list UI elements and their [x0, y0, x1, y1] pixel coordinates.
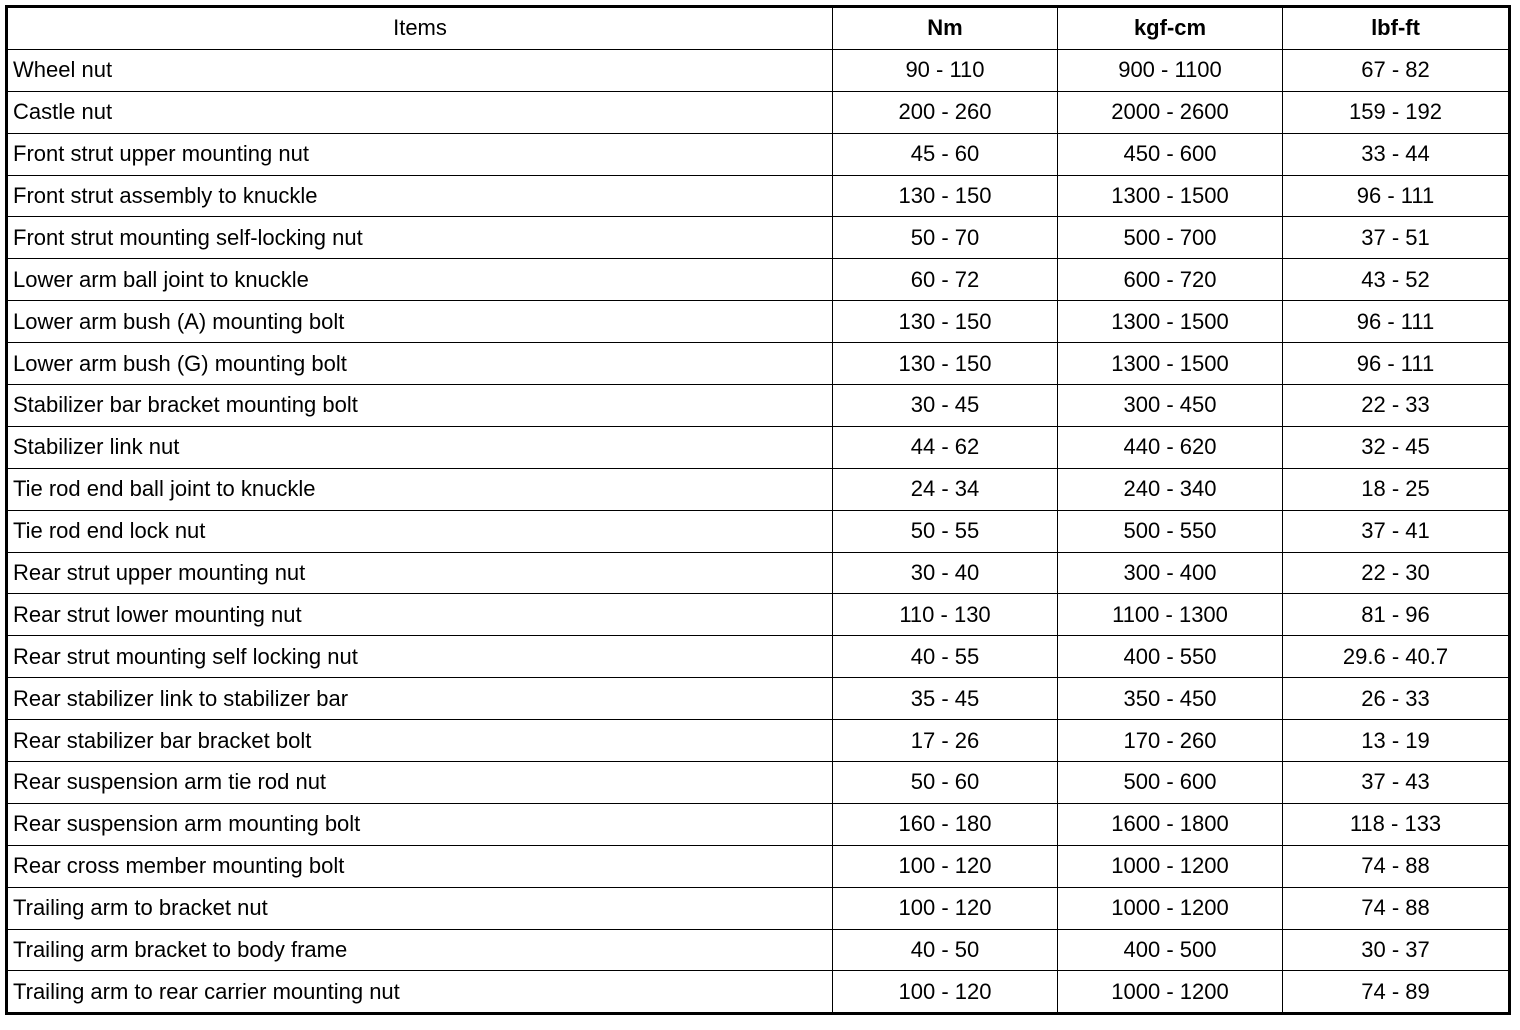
kgf-cm-value-cell: 500 - 700	[1058, 217, 1283, 259]
table-row	[7, 971, 1510, 1014]
lbf-ft-value-cell: 96 - 111	[1283, 343, 1510, 385]
header-nm: Nm	[833, 7, 1058, 50]
item-cell: Front strut assembly to knuckle	[7, 175, 833, 217]
nm-value-cell: 60 - 72	[833, 259, 1058, 301]
item-cell: Rear strut lower mounting nut	[7, 594, 833, 636]
nm-value-cell: 130 - 150	[833, 301, 1058, 343]
kgf-cm-value-cell: 500 - 600	[1058, 762, 1283, 804]
lbf-ft-value-cell: 18 - 25	[1283, 468, 1510, 510]
nm-value-cell: 130 - 150	[833, 175, 1058, 217]
lbf-ft-value-cell: 30 - 37	[1283, 929, 1510, 971]
item-cell: Trailing arm bracket to body frame	[7, 929, 833, 971]
lbf-ft-value-cell: 32 - 45	[1283, 426, 1510, 468]
table-row	[7, 845, 1510, 887]
kgf-cm-value-cell: 1000 - 1200	[1058, 887, 1283, 929]
item-cell: Rear suspension arm tie rod nut	[7, 762, 833, 804]
lbf-ft-value-cell: 29.6 - 40.7	[1283, 636, 1510, 678]
table-row	[7, 468, 1510, 510]
kgf-cm-value-cell: 1300 - 1500	[1058, 301, 1283, 343]
lbf-ft-value-cell: 33 - 44	[1283, 133, 1510, 175]
kgf-cm-value-cell: 240 - 340	[1058, 468, 1283, 510]
nm-value-cell: 50 - 70	[833, 217, 1058, 259]
item-cell: Lower arm bush (G) mounting bolt	[7, 343, 833, 385]
lbf-ft-value-cell: 74 - 89	[1283, 971, 1510, 1014]
kgf-cm-value-cell: 440 - 620	[1058, 426, 1283, 468]
nm-value-cell: 50 - 60	[833, 762, 1058, 804]
lbf-ft-value-cell: 96 - 111	[1283, 175, 1510, 217]
table-row	[7, 343, 1510, 385]
torque-spec-table	[5, 5, 1511, 1015]
nm-value-cell: 40 - 50	[833, 929, 1058, 971]
kgf-cm-value-cell: 1300 - 1500	[1058, 175, 1283, 217]
kgf-cm-value-cell: 400 - 500	[1058, 929, 1283, 971]
nm-value-cell: 50 - 55	[833, 510, 1058, 552]
item-cell: Rear suspension arm mounting bolt	[7, 803, 833, 845]
lbf-ft-value-cell: 37 - 41	[1283, 510, 1510, 552]
nm-value-cell: 130 - 150	[833, 343, 1058, 385]
table-row	[7, 887, 1510, 929]
lbf-ft-value-cell: 81 - 96	[1283, 594, 1510, 636]
kgf-cm-value-cell: 600 - 720	[1058, 259, 1283, 301]
lbf-ft-value-cell: 67 - 82	[1283, 49, 1510, 91]
header-items: Items	[7, 7, 833, 50]
table-row	[7, 133, 1510, 175]
table-row	[7, 49, 1510, 91]
table-row	[7, 510, 1510, 552]
kgf-cm-value-cell: 900 - 1100	[1058, 49, 1283, 91]
nm-value-cell: 30 - 45	[833, 385, 1058, 427]
table-row	[7, 301, 1510, 343]
nm-value-cell: 100 - 120	[833, 887, 1058, 929]
item-cell: Tie rod end lock nut	[7, 510, 833, 552]
item-cell: Front strut upper mounting nut	[7, 133, 833, 175]
item-cell: Front strut mounting self-locking nut	[7, 217, 833, 259]
kgf-cm-value-cell: 1000 - 1200	[1058, 971, 1283, 1014]
nm-value-cell: 110 - 130	[833, 594, 1058, 636]
table-row	[7, 762, 1510, 804]
lbf-ft-value-cell: 96 - 111	[1283, 301, 1510, 343]
nm-value-cell: 90 - 110	[833, 49, 1058, 91]
header-row	[7, 7, 1510, 50]
kgf-cm-value-cell: 1100 - 1300	[1058, 594, 1283, 636]
lbf-ft-value-cell: 26 - 33	[1283, 678, 1510, 720]
table-row	[7, 175, 1510, 217]
table-row	[7, 259, 1510, 301]
table-row	[7, 636, 1510, 678]
lbf-ft-value-cell: 74 - 88	[1283, 887, 1510, 929]
kgf-cm-value-cell: 500 - 550	[1058, 510, 1283, 552]
kgf-cm-value-cell: 1000 - 1200	[1058, 845, 1283, 887]
kgf-cm-value-cell: 450 - 600	[1058, 133, 1283, 175]
nm-value-cell: 35 - 45	[833, 678, 1058, 720]
item-cell: Rear stabilizer link to stabilizer bar	[7, 678, 833, 720]
lbf-ft-value-cell: 118 - 133	[1283, 803, 1510, 845]
item-cell: Rear strut upper mounting nut	[7, 552, 833, 594]
item-cell: Tie rod end ball joint to knuckle	[7, 468, 833, 510]
table-row	[7, 385, 1510, 427]
nm-value-cell: 200 - 260	[833, 91, 1058, 133]
table-row	[7, 803, 1510, 845]
kgf-cm-value-cell: 170 - 260	[1058, 720, 1283, 762]
lbf-ft-value-cell: 159 - 192	[1283, 91, 1510, 133]
kgf-cm-value-cell: 1300 - 1500	[1058, 343, 1283, 385]
nm-value-cell: 44 - 62	[833, 426, 1058, 468]
item-cell: Stabilizer link nut	[7, 426, 833, 468]
nm-value-cell: 40 - 55	[833, 636, 1058, 678]
kgf-cm-value-cell: 2000 - 2600	[1058, 91, 1283, 133]
lbf-ft-value-cell: 13 - 19	[1283, 720, 1510, 762]
item-cell: Rear cross member mounting bolt	[7, 845, 833, 887]
lbf-ft-value-cell: 37 - 43	[1283, 762, 1510, 804]
header-lbf-ft: lbf-ft	[1283, 7, 1510, 50]
item-cell: Lower arm ball joint to knuckle	[7, 259, 833, 301]
nm-value-cell: 160 - 180	[833, 803, 1058, 845]
nm-value-cell: 24 - 34	[833, 468, 1058, 510]
nm-value-cell: 100 - 120	[833, 971, 1058, 1014]
nm-value-cell: 30 - 40	[833, 552, 1058, 594]
table-row	[7, 720, 1510, 762]
item-cell: Wheel nut	[7, 49, 833, 91]
lbf-ft-value-cell: 22 - 30	[1283, 552, 1510, 594]
table-row	[7, 594, 1510, 636]
kgf-cm-value-cell: 300 - 450	[1058, 385, 1283, 427]
item-cell: Rear strut mounting self locking nut	[7, 636, 833, 678]
item-cell: Rear stabilizer bar bracket bolt	[7, 720, 833, 762]
table-row	[7, 929, 1510, 971]
item-cell: Trailing arm to rear carrier mounting nut	[7, 971, 833, 1014]
kgf-cm-value-cell: 1600 - 1800	[1058, 803, 1283, 845]
item-cell: Castle nut	[7, 91, 833, 133]
lbf-ft-value-cell: 22 - 33	[1283, 385, 1510, 427]
kgf-cm-value-cell: 400 - 550	[1058, 636, 1283, 678]
lbf-ft-value-cell: 74 - 88	[1283, 845, 1510, 887]
kgf-cm-value-cell: 300 - 400	[1058, 552, 1283, 594]
lbf-ft-value-cell: 43 - 52	[1283, 259, 1510, 301]
header-kgf-cm: kgf-cm	[1058, 7, 1283, 50]
table-row	[7, 91, 1510, 133]
kgf-cm-value-cell: 350 - 450	[1058, 678, 1283, 720]
item-cell: Lower arm bush (A) mounting bolt	[7, 301, 833, 343]
table-row	[7, 217, 1510, 259]
table-row	[7, 678, 1510, 720]
lbf-ft-value-cell: 37 - 51	[1283, 217, 1510, 259]
nm-value-cell: 100 - 120	[833, 845, 1058, 887]
nm-value-cell: 17 - 26	[833, 720, 1058, 762]
table-row	[7, 552, 1510, 594]
item-cell: Stabilizer bar bracket mounting bolt	[7, 385, 833, 427]
nm-value-cell: 45 - 60	[833, 133, 1058, 175]
table-body	[7, 49, 1510, 1013]
table-row	[7, 426, 1510, 468]
item-cell: Trailing arm to bracket nut	[7, 887, 833, 929]
